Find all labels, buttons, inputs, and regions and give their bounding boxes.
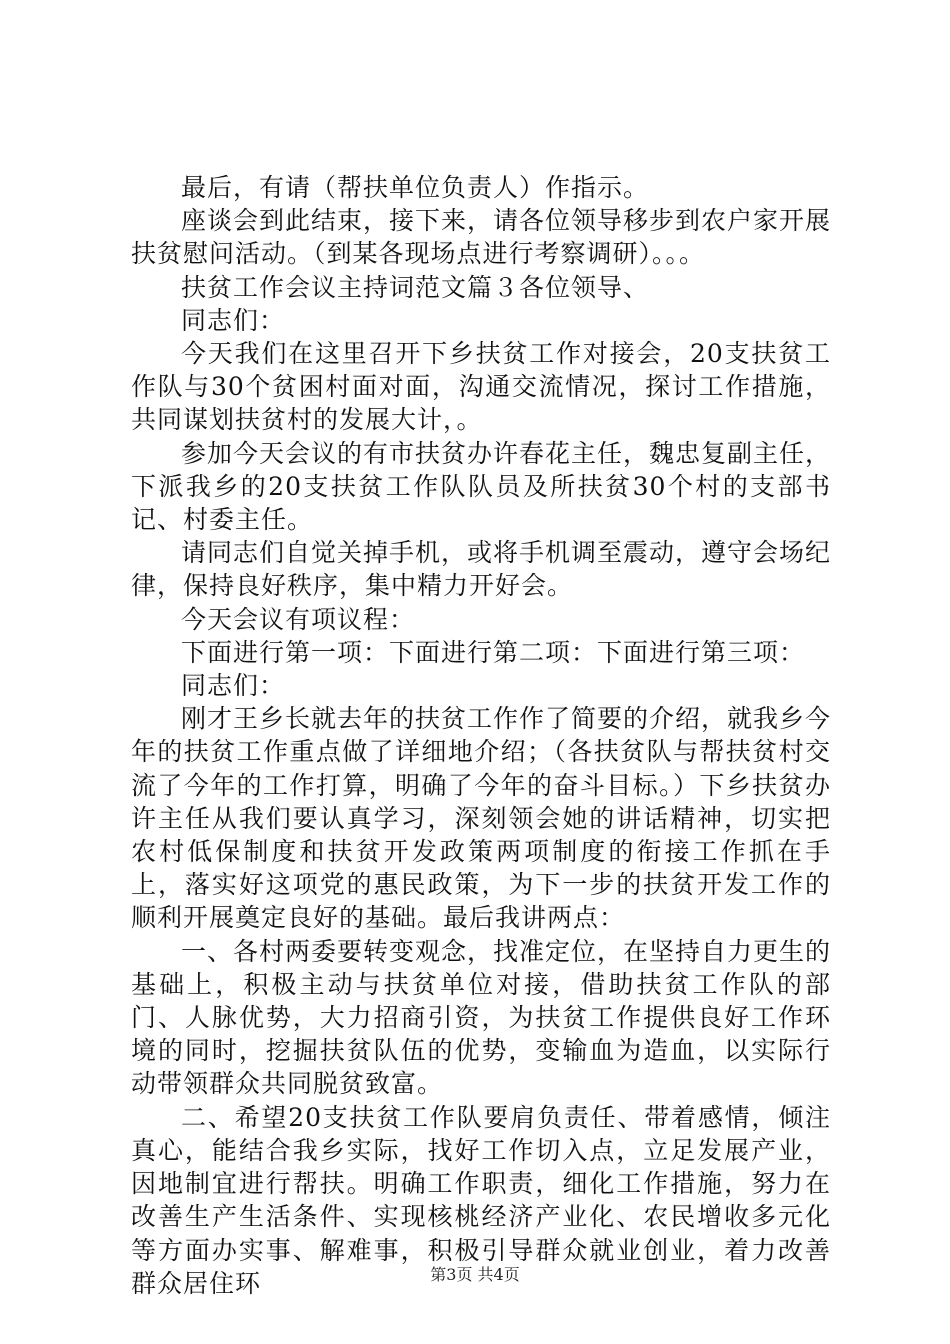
paragraph-greeting: 同志们： xyxy=(181,305,286,335)
page-number-footer: 第3页 共4页 xyxy=(430,1265,520,1284)
paragraph-agenda: 今天会议有项议程： xyxy=(181,604,416,634)
paragraph-agenda-items: 下面进行第一项：下面进行第二项：下面进行第三项： xyxy=(181,637,806,667)
paragraph-discipline: 请同志们自觉关掉手机，或将手机调至震动，遵守会场纪律，保持良好秩序，集中精力开好会。 xyxy=(131,538,832,601)
paragraph-attendees: 参加今天会议的有市扶贫办许春花主任，魏忠复副主任，下派我乡的20支扶贫工作队队员及所扶贫30个村的支部书记、村委主任。 xyxy=(131,438,832,535)
document-body xyxy=(131,171,831,1300)
paragraph-point-two: 二、希望20支扶贫工作队要肩负责任、带着感情，倾注真心，能结合我乡实际，找好工作切入点，立足发展产业，因地制宜进行帮扶。明确工作职责，细化工作措施，努力在改善生产生活条件、实现核桃经济产业化、农民增收多元化等方面办实事、解难事，积极引导群众就业创业，着力改善群众居住环 xyxy=(131,1102,831,1298)
paragraph-point-one: 一、各村两委要转变观念，找准定位，在坚持自力更生的基础上，积极主动与扶贫单位对接，借助扶贫工作队的部门、人脉优势，大力招商引资，为扶贫工作提供良好工作环境的同时，挖掘扶贫队伍的优势，变输血为造血，以实际行动带领群众共同脱贫致富。 xyxy=(131,936,832,1099)
paragraph-meeting-end: 座谈会到此结束，接下来，请各位领导移步到农户家开展扶贫慰问活动。（到某各现场点进行考察调研）。。。 xyxy=(131,206,832,269)
paragraph-meeting-intro: 今天我们在这里召开下乡扶贫工作对接会，20支扶贫工作队与30个贫困村面对面，沟通交流情况，探讨工作措施，共同谋划扶贫村的发展大计，。 xyxy=(131,339,831,435)
paragraph-summary: 刚才王乡长就去年的扶贫工作作了简要的介绍，就我乡今年的扶贫工作重点做了详细地介绍；（各扶贫队与帮扶贫村交流了今年的工作打算，明确了今年的奋斗目标。）下乡扶贫办许主任从我们要认真学习，深刻领会她的讲话精神，切实把农村低保制度和扶贫开发政策两项制度的衔接工作抓在手上，落实好这项党的惠民政策，为下一步的扶贫开发工作的顺利开展奠定良好的基础。最后我讲两点： xyxy=(131,704,832,933)
paragraph-greeting-2: 同志们： xyxy=(181,671,286,701)
paragraph-closing-instruction: 最后，有请（帮扶单位负责人）作指示。 xyxy=(181,173,650,202)
paragraph-section-title: 扶贫工作会议主持词范文篇３各位领导、 xyxy=(181,272,650,302)
